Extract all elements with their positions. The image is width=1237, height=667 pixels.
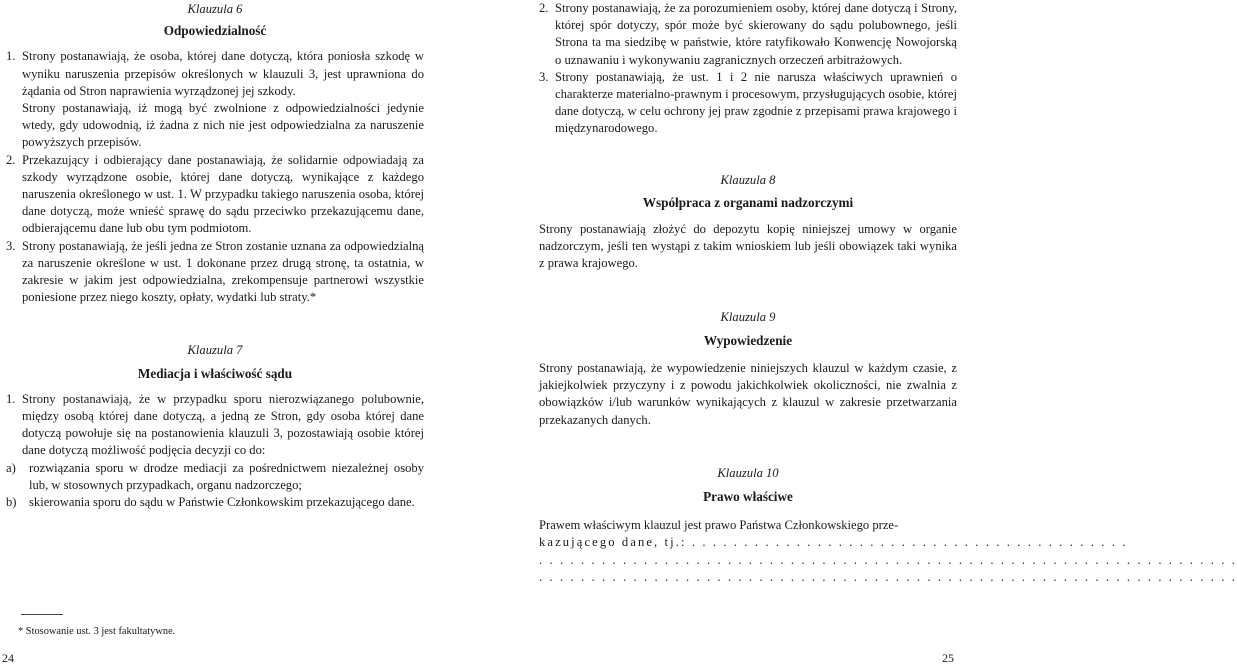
- clause-6-paragraph-3: [6, 238, 424, 307]
- page-number-left: 24: [2, 651, 14, 665]
- paragraph-number: 1.: [6, 49, 16, 64]
- paragraph-text: Strony postanawiają, że ust. 1 i 2 nie narusza właściwych uprawnień o charakterze materialno-prawnym i procesowym, przysługujących osobie, której dane dotyczą, w celu ochrony jej praw zgodnie z przepisami prawa krajowego i międzynarodowego.: [555, 69, 957, 136]
- paragraph-number: 2.: [6, 152, 16, 167]
- item-letter: b): [6, 495, 17, 510]
- clause-9-title: Wypowiedzenie: [703, 332, 793, 348]
- page-number-right: 25: [942, 651, 954, 665]
- clause-10-line: Prawem właściwym klauzul jest prawo Państwa Członkowskiego prze-: [539, 518, 899, 533]
- clause-10-label: Klauzula 10: [717, 465, 779, 480]
- item-letter: a): [6, 460, 16, 475]
- paragraph-text: Strony postanawiają, że osoba, której dane dotyczą, która poniosła szkodę w wyniku naruszenia przepisów określonych w klauzuli 3, jest uprawniona do żądania od Stron naprawienia wyrządzonej jej szkody.: [22, 49, 424, 98]
- clause-10-fill-line: . . . . . . . . . . . . . . . . . . . . . . . . . . . . . . . . . . . . . . . . . . . . . . . . . . . . . . . . . . . . . . . . . . .: [539, 552, 1237, 567]
- clause-7-paragraph-2: [539, 0, 957, 69]
- clause-7-item-a: [6, 460, 424, 494]
- left-page: [6, 0, 424, 511]
- clause-9-label: Klauzula 9: [720, 309, 776, 324]
- footnote: * Stosowanie ust. 3 jest fakultatywne.: [18, 626, 176, 637]
- clause-10-text: [539, 517, 1237, 586]
- footnote-divider: [21, 614, 63, 615]
- item-text: skierowania sporu do sądu w Państwie Członkowskim przekazującego dane.: [29, 495, 415, 510]
- paragraph-number: 3.: [539, 69, 549, 84]
- paragraph-text: Strony postanawiają, że w przypadku sporu nierozwiązanego polubownie, między osobą której dane dotyczą, a jedną ze Stron, gdy osoba której dane dotyczą powołuje się na postanowienia klauzuli 3, pozostawiają osobie której dane dotyczą możliwość podjęcia decyzji co do:: [22, 391, 424, 458]
- clause-6-paragraph-1: [6, 48, 424, 100]
- paragraph-text: Strony postanawiają, że za porozumieniem osoby, której dane dotyczą i Strony, której spór dotyczy, spór może być skierowany do sądu polubownego, jeśli Strona ta ma siedzibę w państwie, które ratyfikowało Konwencję Nowojorską o uznawaniu i wykonywaniu zagranicznych orzeczeń arbitrażowych.: [555, 1, 957, 67]
- paragraph-number: 3.: [6, 238, 16, 253]
- clause-8-title: Współpraca z organami nadzorczymi: [642, 194, 854, 210]
- paragraph-number: 1.: [6, 391, 16, 406]
- clause-10-fill-line: kazującego dane, tj.: . . . . . . . . . . . . . . . . . . . . . . . . . . . . . . . . . . . . . . . . . .: [539, 535, 1128, 550]
- paragraph-text: Strony postanawiają, że jeśli jedna ze Stron zostanie uznana za odpowiedzialną za naruszenie określone w ust. 1 dokonane przez drugą stronę, ta ostatnia, w zakresie w jakim jest odpowiedzialna, zrekompensuje partnerowi wszystkie poniesione przez niego koszty, opłaty, wydatki lub straty.*: [22, 238, 424, 305]
- item-text: rozwiązania sporu w drodze mediacji za pośrednictwem niezależnej osoby lub, w stosownych przypadkach, organu nadzorczego;: [29, 460, 424, 492]
- clause-7-paragraph-3: [539, 69, 957, 138]
- clause-6-paragraph-2: [6, 152, 424, 238]
- clause-6-label: Klauzula 6: [187, 2, 243, 16]
- clause-8-label: Klauzula 8: [720, 172, 776, 187]
- clause-6-title: Odpowiedzialność: [163, 23, 267, 39]
- clause-7-title: Mediacja i właściwość sądu: [137, 365, 293, 381]
- clause-8-text: Strony postanawiają złożyć do depozytu kopię niniejszej umowy w organie nadzorczym, jeśli ten wystąpi z takim wnioskiem lub jeśli obowiązek taki wynika z prawa krajowego.: [539, 222, 957, 271]
- clause-6-paragraph-1-continued: Strony postanawiają, iż mogą być zwolnione z odpowiedzialności jedynie wtedy, gdy udowodnią, iż żadna z nich nie jest odpowiedzialna za naruszenie powyższych przepisów.: [22, 101, 424, 150]
- paragraph-number: 2.: [539, 1, 549, 15]
- clause-7-paragraph-1: [6, 391, 424, 460]
- clause-9-text: Strony postanawiają, że wypowiedzenie niniejszych klauzul w każdym czasie, z jakiejkolwiek przyczyny i z powodu jakichkolwiek okoliczności, nie zwalnia z obowiązków i/lub warunków wynikających z klauzul w zakresie przetwarzania przekazanych danych.: [539, 361, 957, 427]
- clause-10-fill-line: . . . . . . . . . . . . . . . . . . . . . . . . . . . . . . . . . . . . . . . . . . . . . . . . . . . . . . . . . . . . . . . . . . .: [539, 569, 1237, 584]
- paragraph-text: Przekazujący i odbierający dane postanawiają, że solidarnie odpowiadają za szkody wyrządzone osobie, której dane dotyczą, wynikające z każdego naruszenia określonego w ust. 1. W przypadku takiego naruszenia osoba, której dane dotyczą, może wnieść sprawę do sądu przeciwko przekazującemu dane, odbierającemu dane lub obu tym podmiotom.: [22, 152, 424, 236]
- clause-7-label: Klauzula 7: [187, 343, 243, 358]
- right-page: [539, 0, 1237, 586]
- clause-7-item-b: [6, 494, 424, 511]
- clause-10-title: Prawo właściwe: [703, 489, 793, 505]
